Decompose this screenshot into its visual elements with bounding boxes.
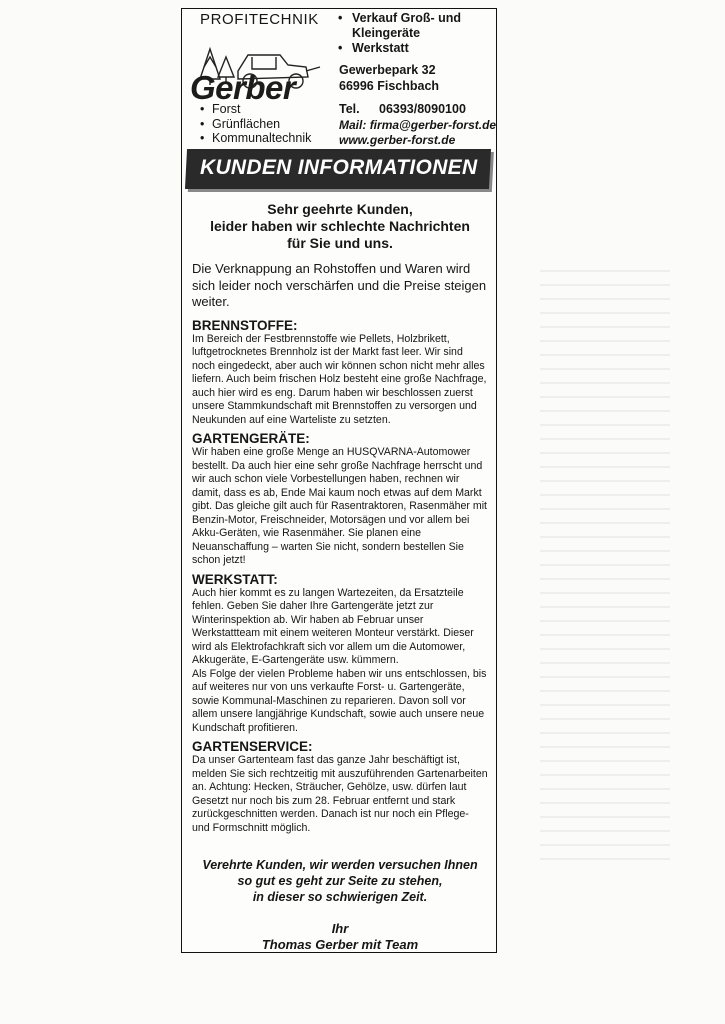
brand-tagline: PROFITECHNIK xyxy=(200,11,319,28)
service-item: • Werkstatt xyxy=(338,41,502,56)
brand-category-list xyxy=(200,102,311,146)
closing-line: Verehrte Kunden, wir werden versuchen Ihnen xyxy=(202,858,478,872)
banner-title: KUNDEN INFORMATIONEN xyxy=(200,156,478,179)
advertisement xyxy=(181,8,497,953)
signature xyxy=(192,921,488,953)
closing-line: so gut es geht zur Seite zu stehen, xyxy=(237,874,443,888)
signature-line: Thomas Gerber mit Team xyxy=(261,937,419,952)
service-item: • Verkauf Groß- und Kleingeräte xyxy=(338,11,502,41)
section-title-werkstatt: WERKSTATT: xyxy=(192,571,278,587)
phone-line xyxy=(339,102,496,118)
headline-line: für Sie und uns. xyxy=(287,235,393,251)
section-title-brennstoffe: BRENNSTOFFE: xyxy=(192,317,298,333)
website-link[interactable]: www.gerber-forst.de xyxy=(339,133,456,147)
section-text-werkstatt-2: Als Folge der vielen Probleme haben wir uns entschlossen, bis auf weiteres nur von uns verkaufte Forst- u. Gartengeräte, sowie Kommunal-Maschinen zu reparieren. Davon soll vor allem unsere langjährige Kundschaft, sowie auch unsere neue Kundschaft profitieren. xyxy=(192,667,487,734)
brand-category: • Kommunaltechnik xyxy=(200,131,311,146)
service-list xyxy=(338,11,502,56)
section-text-werkstatt: Auch hier kommt es zu langen Wartezeiten, da Ersatzteile fehlen. Geben Sie daher Ihre Gartengeräte jetzt zur Winterinspektion ab. Wir haben ab Februar unser Werkstattteam mit einem weiteren Monteur verstärkt. Dieser wird als Elektrofachkraft sich vor allem um die Automower, Akkugeräte, E-Gartengeräte usw. kümmern. xyxy=(192,586,474,666)
brand-name: Gerber xyxy=(190,69,296,106)
headline-line: Sehr geehrte Kunden, xyxy=(267,201,413,217)
city-address: 66996 Fischbach xyxy=(339,78,440,93)
company-header xyxy=(182,9,496,149)
intro-paragraph: Die Verknappung an Rohstoffen und Waren wird sich leider noch verschärfen und die Preise steigen weiter. xyxy=(192,261,487,309)
street-address: Gewerbepark 32 xyxy=(339,63,436,77)
brand-category: • Forst xyxy=(200,102,311,117)
email-link[interactable]: firma@gerber-forst.de xyxy=(369,117,497,132)
section-text-brennstoffe: Im Bereich der Festbrennstoffe wie Pellets, Holzbrikett, luftgetrocknetes Brennholz ist der Markt fast leer. Wir sind noch eingedeckt, aber auch wir können schon nicht mehr alles liefern. Auch beim frischen Holz besteht eine große Nachfrage, auch hier wird es eng. Darum haben wir beschlossen zuerst unsere Stammkundschaft mit Brennstoffen zu versorgen und Neukunden auf eine Warteliste zu setzten. xyxy=(192,332,487,426)
section-title-gartenservice: GARTENSERVICE: xyxy=(192,739,313,754)
closing-message xyxy=(192,857,488,905)
article-body xyxy=(192,201,488,953)
email-line xyxy=(339,118,496,134)
background-show-through xyxy=(540,270,670,870)
closing-line: in dieser so schwierigen Zeit. xyxy=(252,890,428,904)
section-text-gartengeraete: Wir haben eine große Menge an HUSQVARNA-Automower bestellt. Da auch hier eine sehr große Nachfrage herrscht und wir auch schon viele Vorbestellungen haben, rechnen wir damit, dass es ab, Ende Mai kaum noch etwas auf dem Markt gibt. Das gleiche gilt auch für Rasentraktoren, Rasenmäher mit Benzin-Motor, Freischneider, Motorsägen und vor allem bei Akku-Geräten, wie Rasenmäher. Sie planen eine Neuanschaffung – warten Sie nicht, sondern bestellen Sie schon jetzt! xyxy=(192,446,488,566)
section-title-gartengeraete: GARTENGERÄTE: xyxy=(192,431,310,446)
section-text-gartenservice: Da unser Gartenteam fast das ganze Jahr beschäftigt ist, melden Sie sich rechtzeitig mit auszuführenden Gartenarbeiten an. Achtung: Hecken, Sträucher, Gehölze, usw. dürfen laut Gesetzt nur noch bis zum 28. Februar entfernt und stark zurückgeschnitten werden. Danach ist nur noch ein Pflege- und Formschnitt möglich. xyxy=(192,754,488,834)
brand-category: • Grünflächen xyxy=(200,117,311,132)
phone-label: Tel. xyxy=(339,102,360,116)
headline xyxy=(192,201,488,252)
phone-number[interactable]: 06393/8090100 xyxy=(379,102,466,116)
contact-block xyxy=(339,63,496,149)
signature-line: Ihr xyxy=(331,921,349,936)
email-label: Mail: xyxy=(339,117,367,132)
headline-line: leider haben wir schlechte Nachrichten xyxy=(210,218,470,234)
